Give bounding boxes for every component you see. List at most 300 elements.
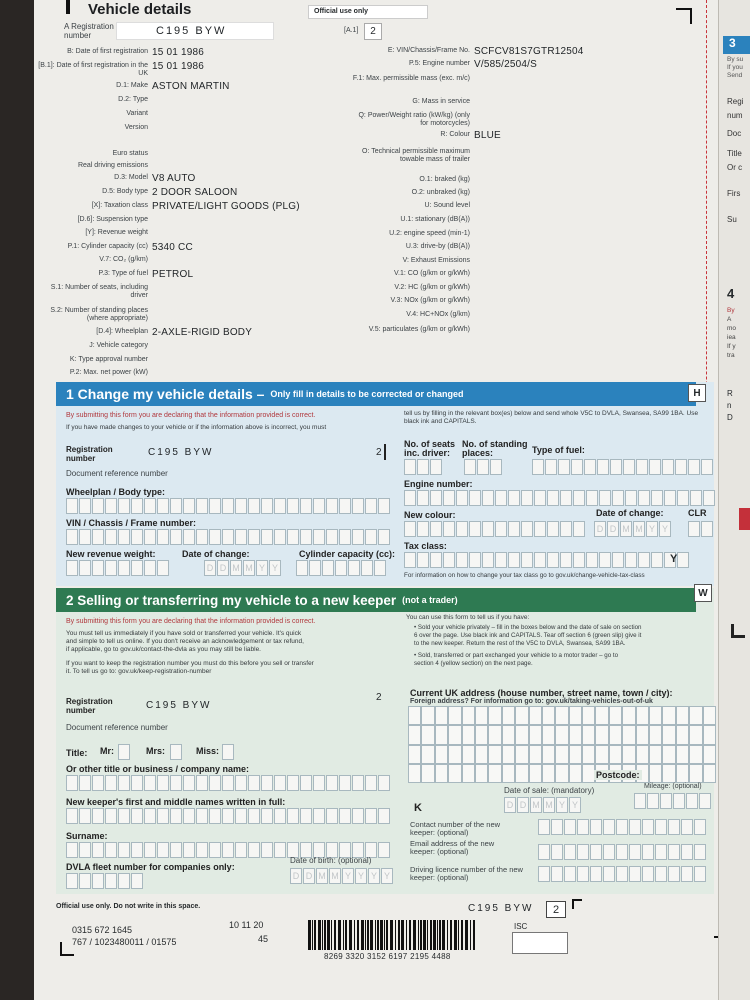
input-cell[interactable] [287,808,299,824]
input-cell[interactable] [274,842,286,858]
input-cell[interactable] [443,521,455,537]
address-cell[interactable] [408,764,421,783]
input-cell[interactable] [313,775,325,791]
input-cell[interactable] [560,521,572,537]
input-cell[interactable] [196,529,208,545]
input-cell[interactable] [430,552,442,568]
input-cell[interactable] [577,844,589,860]
input-cell[interactable] [144,842,156,858]
s2-fleet-boxes[interactable] [66,873,144,889]
input-cell[interactable] [560,490,572,506]
address-cell[interactable] [569,706,582,725]
input-cell[interactable] [183,808,195,824]
input-cell[interactable] [352,529,364,545]
input-cell[interactable] [274,529,286,545]
input-cell[interactable] [534,552,546,568]
input-cell[interactable] [326,498,338,514]
address-cell[interactable] [582,706,595,725]
input-cell[interactable]: M [530,797,542,813]
input-cell[interactable] [79,498,91,514]
input-cell[interactable] [131,808,143,824]
input-cell[interactable] [558,459,570,475]
input-cell[interactable] [642,866,654,882]
input-cell[interactable] [92,775,104,791]
address-cell[interactable] [595,745,608,764]
input-cell[interactable] [92,808,104,824]
address-cell[interactable] [609,745,622,764]
input-cell[interactable] [105,529,117,545]
input-cell[interactable] [629,866,641,882]
input-cell[interactable] [482,490,494,506]
input-cell[interactable] [118,498,130,514]
input-cell[interactable] [417,490,429,506]
input-cell[interactable] [508,521,520,537]
input-cell[interactable] [629,819,641,835]
input-cell[interactable] [464,459,476,475]
input-cell[interactable]: M [329,868,341,884]
input-cell[interactable] [584,459,596,475]
input-cell[interactable]: D [217,560,229,576]
input-cell[interactable] [79,775,91,791]
address-cell[interactable] [582,725,595,744]
input-cell[interactable] [508,552,520,568]
input-cell[interactable]: Y [269,560,281,576]
input-cell[interactable]: M [543,797,555,813]
input-cell[interactable] [118,842,130,858]
input-cell[interactable]: M [243,560,255,576]
address-cell[interactable] [569,764,582,783]
input-cell[interactable] [300,808,312,824]
input-cell[interactable]: Y [368,868,380,884]
s1-date-change-boxes[interactable] [204,560,282,576]
input-cell[interactable] [131,775,143,791]
input-cell[interactable] [469,490,481,506]
address-cell[interactable] [676,706,689,725]
input-cell[interactable] [365,808,377,824]
input-cell[interactable] [655,866,667,882]
address-cell[interactable] [636,725,649,744]
input-cell[interactable]: Y [646,521,658,537]
input-cell[interactable] [92,842,104,858]
input-cell[interactable] [417,459,429,475]
input-cell[interactable] [66,808,78,824]
input-cell[interactable]: Y [342,868,354,884]
input-cell[interactable] [248,775,260,791]
input-cell[interactable] [118,529,130,545]
input-cell[interactable] [339,529,351,545]
input-cell[interactable] [701,521,713,537]
input-cell[interactable] [144,560,156,576]
address-cell[interactable] [488,745,501,764]
mrs-checkbox[interactable] [170,744,183,760]
address-cell[interactable] [662,745,675,764]
input-cell[interactable] [235,808,247,824]
address-cell[interactable] [689,706,702,725]
input-cell[interactable]: Y [355,868,367,884]
input-cell[interactable] [456,521,468,537]
input-cell[interactable] [534,490,546,506]
input-cell[interactable] [681,866,693,882]
input-cell[interactable]: M [230,560,242,576]
input-cell[interactable] [352,775,364,791]
address-cell[interactable] [703,745,716,764]
input-cell[interactable] [248,808,260,824]
input-cell[interactable] [668,866,680,882]
input-cell[interactable] [521,552,533,568]
address-cell[interactable] [448,764,461,783]
input-cell[interactable] [551,866,563,882]
input-cell[interactable] [647,793,659,809]
input-cell[interactable] [196,808,208,824]
input-cell[interactable] [248,498,260,514]
input-cell[interactable] [296,560,308,576]
input-cell[interactable] [352,498,364,514]
address-cell[interactable] [609,706,622,725]
input-cell[interactable] [603,819,615,835]
input-cell[interactable] [636,459,648,475]
input-cell[interactable] [573,552,585,568]
input-cell[interactable] [92,560,104,576]
s1-clr-boxes[interactable] [688,521,714,537]
input-cell[interactable] [326,808,338,824]
input-cell[interactable] [660,793,672,809]
input-cell[interactable] [688,459,700,475]
input-cell[interactable]: D [594,521,606,537]
input-cell[interactable]: D [607,521,619,537]
address-cell[interactable] [529,725,542,744]
address-cell[interactable] [462,745,475,764]
input-cell[interactable] [649,459,661,475]
address-cell[interactable] [421,706,434,725]
input-cell[interactable] [521,521,533,537]
input-cell[interactable] [170,498,182,514]
address-cell[interactable] [408,745,421,764]
s1-date-change2-boxes[interactable] [594,521,672,537]
input-cell[interactable] [456,490,468,506]
input-cell[interactable] [170,744,182,760]
address-cell[interactable] [502,745,515,764]
address-cell[interactable] [636,745,649,764]
input-cell[interactable] [590,844,602,860]
input-cell[interactable] [571,459,583,475]
input-cell[interactable] [105,775,117,791]
input-cell[interactable] [339,498,351,514]
input-cell[interactable] [564,819,576,835]
input-cell[interactable] [79,529,91,545]
input-cell[interactable] [131,560,143,576]
address-cell[interactable] [703,706,716,725]
input-cell[interactable] [144,498,156,514]
input-cell[interactable] [339,775,351,791]
input-cell[interactable] [196,775,208,791]
address-grid[interactable] [408,706,716,783]
address-cell[interactable] [542,764,555,783]
address-cell[interactable] [475,706,488,725]
input-cell[interactable] [547,521,559,537]
input-cell[interactable] [300,775,312,791]
input-cell[interactable] [699,793,711,809]
input-cell[interactable] [404,490,416,506]
s2-contact-boxes[interactable] [538,819,707,835]
input-cell[interactable] [183,498,195,514]
address-cell[interactable] [529,706,542,725]
s1-tax-boxes[interactable] [404,552,690,568]
input-cell[interactable] [590,819,602,835]
input-cell[interactable] [586,552,598,568]
address-cell[interactable] [502,764,515,783]
s1-fuel-boxes[interactable] [532,459,714,475]
input-cell[interactable] [443,552,455,568]
input-cell[interactable] [551,819,563,835]
address-cell[interactable] [676,745,689,764]
address-cell[interactable] [662,764,675,783]
input-cell[interactable] [625,552,637,568]
s2-date-sale-boxes[interactable] [504,797,582,813]
address-cell[interactable] [515,764,528,783]
input-cell[interactable] [612,490,624,506]
input-cell[interactable] [66,560,78,576]
input-cell[interactable] [365,498,377,514]
input-cell[interactable] [287,775,299,791]
input-cell[interactable] [694,866,706,882]
address-cell[interactable] [609,725,622,744]
input-cell[interactable]: M [633,521,645,537]
input-cell[interactable] [66,498,78,514]
input-cell[interactable] [300,529,312,545]
input-cell[interactable]: Y [659,521,671,537]
input-cell[interactable] [545,459,557,475]
input-cell[interactable] [105,808,117,824]
input-cell[interactable] [378,775,390,791]
input-cell[interactable] [183,842,195,858]
input-cell[interactable]: Y [556,797,568,813]
input-cell[interactable] [309,560,321,576]
input-cell[interactable] [443,490,455,506]
input-cell[interactable] [634,793,646,809]
input-cell[interactable] [66,775,78,791]
input-cell[interactable] [248,842,260,858]
input-cell[interactable] [274,498,286,514]
input-cell[interactable] [209,842,221,858]
input-cell[interactable] [417,521,429,537]
s2-email-boxes[interactable] [538,844,707,860]
address-cell[interactable] [435,745,448,764]
input-cell[interactable] [274,775,286,791]
input-cell[interactable] [688,521,700,537]
input-cell[interactable] [612,552,624,568]
input-cell[interactable]: D [290,868,302,884]
input-cell[interactable] [673,793,685,809]
input-cell[interactable] [170,775,182,791]
address-cell[interactable] [502,706,515,725]
input-cell[interactable] [79,560,91,576]
input-cell[interactable] [625,490,637,506]
s1-cyl-boxes[interactable] [296,560,387,576]
input-cell[interactable] [404,459,416,475]
s1-colour-boxes[interactable] [404,521,586,537]
address-cell[interactable] [662,725,675,744]
address-cell[interactable] [569,745,582,764]
address-cell[interactable] [488,725,501,744]
input-cell[interactable] [66,529,78,545]
address-cell[interactable] [421,745,434,764]
address-cell[interactable] [622,745,635,764]
address-cell[interactable] [689,745,702,764]
input-cell[interactable] [92,529,104,545]
input-cell[interactable] [183,775,195,791]
input-cell[interactable] [490,459,502,475]
input-cell[interactable] [105,873,117,889]
input-cell[interactable] [118,560,130,576]
input-cell[interactable] [703,490,715,506]
address-cell[interactable] [649,725,662,744]
address-cell[interactable] [689,725,702,744]
input-cell[interactable] [131,873,143,889]
input-cell[interactable]: D [517,797,529,813]
input-cell[interactable] [378,808,390,824]
miss-checkbox[interactable] [222,744,235,760]
s2-mileage-boxes[interactable] [634,793,712,809]
input-cell[interactable] [469,521,481,537]
address-cell[interactable] [555,725,568,744]
input-cell[interactable] [694,819,706,835]
address-cell[interactable] [475,745,488,764]
input-cell[interactable] [326,775,338,791]
address-cell[interactable] [529,764,542,783]
input-cell[interactable] [374,560,386,576]
input-cell[interactable] [335,560,347,576]
address-cell[interactable] [462,725,475,744]
address-cell[interactable] [595,706,608,725]
input-cell[interactable] [144,529,156,545]
address-cell[interactable] [421,725,434,744]
input-cell[interactable] [638,552,650,568]
input-cell[interactable] [404,552,416,568]
input-cell[interactable] [482,552,494,568]
input-cell[interactable] [662,459,674,475]
input-cell[interactable] [638,490,650,506]
input-cell[interactable] [157,842,169,858]
input-cell[interactable]: D [504,797,516,813]
address-cell[interactable] [462,706,475,725]
input-cell[interactable] [235,529,247,545]
input-cell[interactable] [577,866,589,882]
input-cell[interactable] [521,490,533,506]
address-cell[interactable] [408,725,421,744]
input-cell[interactable] [365,775,377,791]
input-cell[interactable] [629,844,641,860]
input-cell[interactable] [118,808,130,824]
input-cell[interactable] [131,529,143,545]
s2-first-names-boxes[interactable] [66,808,391,824]
input-cell[interactable] [196,842,208,858]
input-cell[interactable] [222,775,234,791]
input-cell[interactable] [681,819,693,835]
input-cell[interactable] [651,490,663,506]
input-cell[interactable] [222,842,234,858]
input-cell[interactable] [209,498,221,514]
input-cell[interactable] [118,744,130,760]
address-cell[interactable] [662,706,675,725]
address-cell[interactable] [676,725,689,744]
input-cell[interactable] [222,498,234,514]
input-cell[interactable] [538,844,550,860]
input-cell[interactable] [675,459,687,475]
input-cell[interactable] [532,459,544,475]
input-cell[interactable] [361,560,373,576]
address-cell[interactable] [622,706,635,725]
input-cell[interactable] [651,552,663,568]
input-cell[interactable] [209,808,221,824]
input-cell[interactable] [326,529,338,545]
input-cell[interactable] [495,490,507,506]
mr-checkbox[interactable] [118,744,131,760]
input-cell[interactable] [287,498,299,514]
input-cell[interactable] [668,819,680,835]
input-cell[interactable] [183,529,195,545]
input-cell[interactable] [547,490,559,506]
address-cell[interactable] [555,745,568,764]
address-cell[interactable] [689,764,702,783]
input-cell[interactable] [261,498,273,514]
input-cell[interactable] [235,498,247,514]
address-cell[interactable] [515,706,528,725]
input-cell[interactable] [690,490,702,506]
input-cell[interactable] [677,490,689,506]
input-cell[interactable] [261,529,273,545]
address-cell[interactable] [475,764,488,783]
input-cell[interactable] [603,844,615,860]
input-cell[interactable] [235,842,247,858]
input-cell[interactable] [157,775,169,791]
input-cell[interactable] [378,498,390,514]
input-cell[interactable] [547,552,559,568]
address-cell[interactable] [569,725,582,744]
input-cell[interactable] [642,819,654,835]
address-cell[interactable] [515,745,528,764]
input-cell[interactable] [655,844,667,860]
input-cell[interactable]: M [316,868,328,884]
address-cell[interactable] [649,764,662,783]
address-cell[interactable] [502,725,515,744]
input-cell[interactable] [313,529,325,545]
input-cell[interactable] [686,793,698,809]
input-cell[interactable] [92,498,104,514]
input-cell[interactable] [677,552,689,568]
input-cell[interactable] [157,808,169,824]
input-cell[interactable] [655,819,667,835]
input-cell[interactable] [66,842,78,858]
input-cell[interactable] [482,521,494,537]
input-cell[interactable] [157,560,169,576]
input-cell[interactable] [603,866,615,882]
address-cell[interactable] [435,764,448,783]
s2-other-title-boxes[interactable] [66,775,391,791]
input-cell[interactable] [209,529,221,545]
input-cell[interactable] [144,775,156,791]
input-cell[interactable] [248,529,260,545]
input-cell[interactable] [623,459,635,475]
address-cell[interactable] [622,725,635,744]
address-cell[interactable] [595,725,608,744]
address-cell[interactable] [408,706,421,725]
address-cell[interactable] [448,745,461,764]
input-cell[interactable] [66,873,78,889]
input-cell[interactable] [261,842,273,858]
input-cell[interactable] [430,521,442,537]
input-cell[interactable] [668,844,680,860]
address-cell[interactable] [582,745,595,764]
